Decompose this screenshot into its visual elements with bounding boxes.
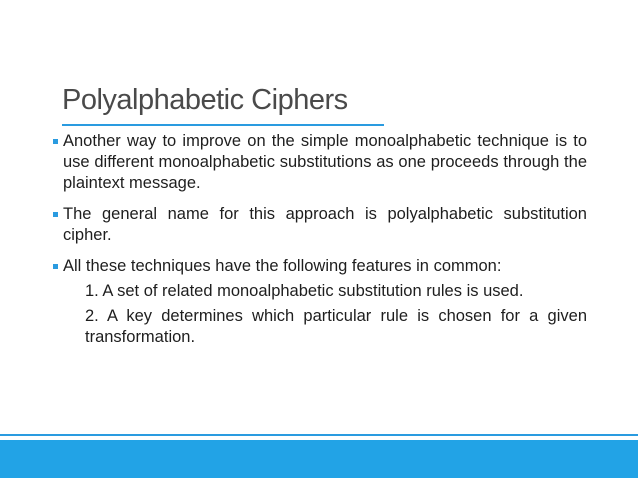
square-bullet-icon [53,139,58,144]
footer-divider [0,434,638,436]
square-bullet-icon [53,212,58,217]
title-underline [62,124,384,126]
numbered-subitem: 2. A key determines which particular rule is chosen for a given transformation. [85,307,587,346]
slide-content [57,131,587,352]
bullet-text: All these techniques have the following features in common: [63,257,502,275]
bullet-item [57,256,587,277]
square-bullet-icon [53,264,58,269]
bullet-item [57,131,587,194]
bullet-text: Another way to improve on the simple monoalphabetic technique is to use different monoalphabetic substitutions as one proceeds through the plaintext message. [63,132,587,192]
bullet-item [57,204,587,246]
bullet-text: The general name for this approach is polyalphabetic substitution cipher. [63,205,587,244]
slide-title: Polyalphabetic Ciphers [62,84,348,116]
numbered-subitem: 1. A set of related monoalphabetic substitution rules is used. [85,282,524,300]
footer-bar [0,440,638,478]
